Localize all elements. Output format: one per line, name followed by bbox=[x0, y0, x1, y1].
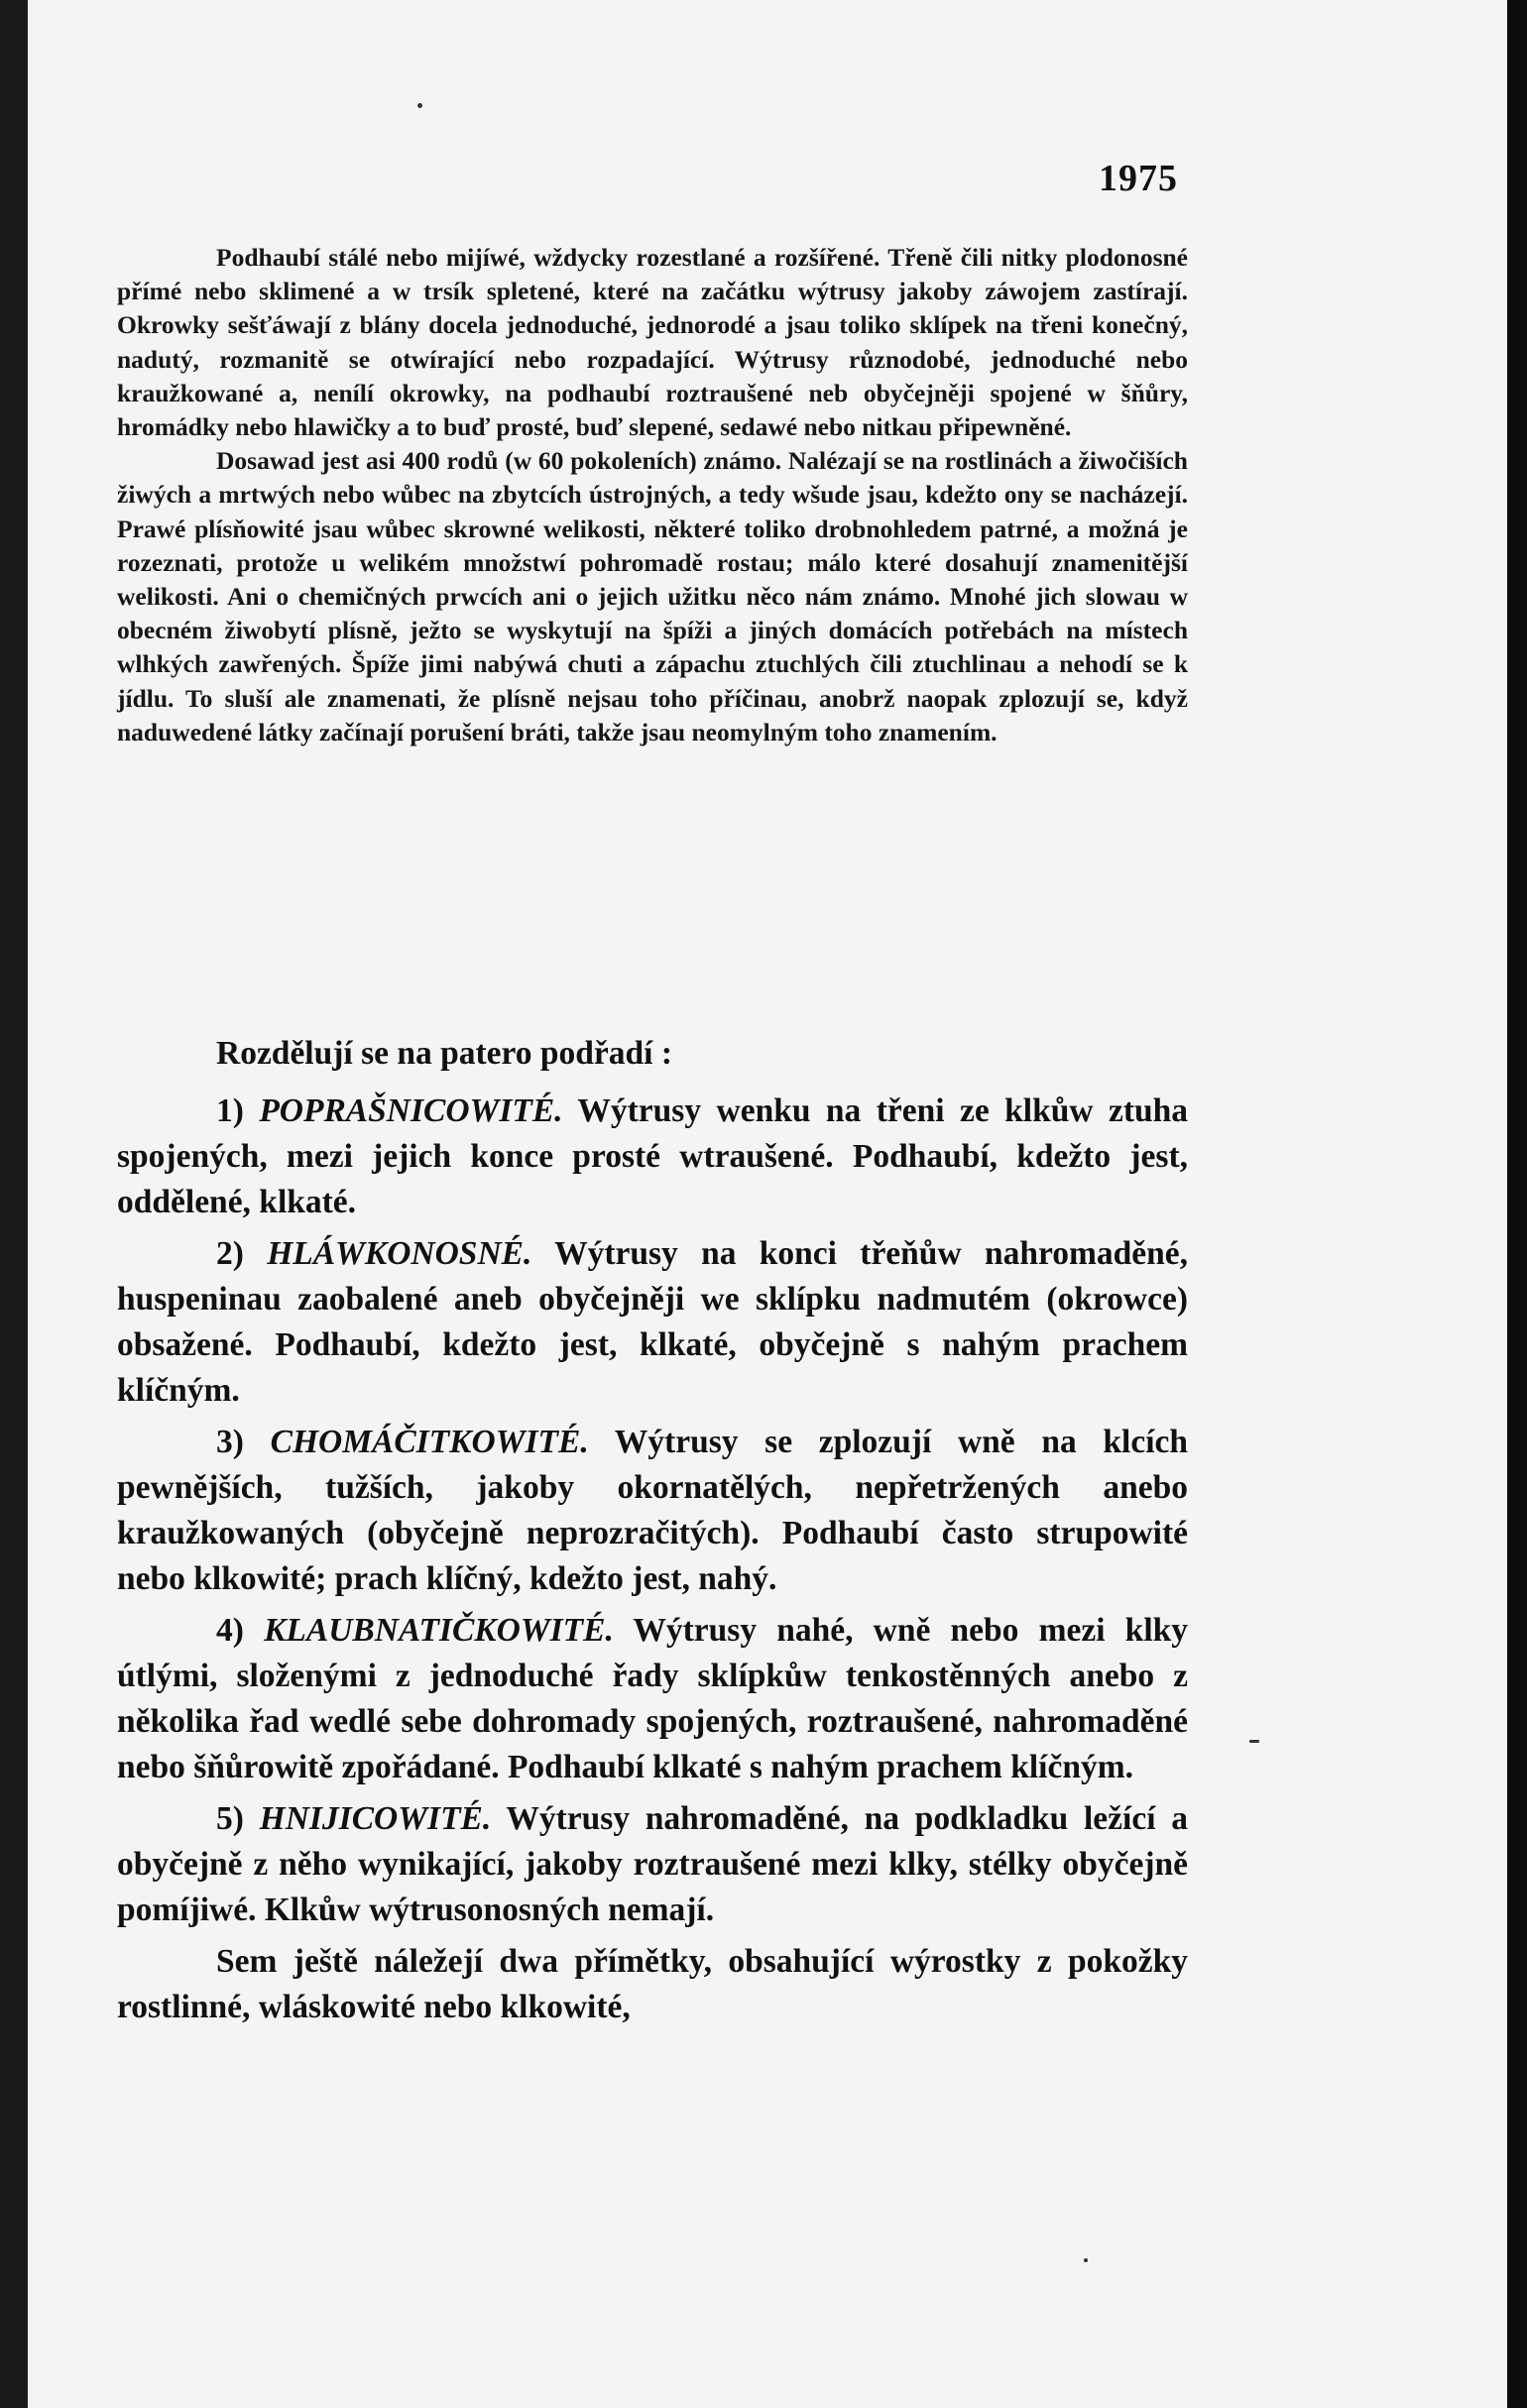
ink-speck bbox=[1084, 2258, 1088, 2262]
order-item-4 bbox=[117, 1608, 1188, 1790]
order-number: 4) bbox=[216, 1612, 244, 1649]
page-number: 1975 bbox=[1099, 158, 1178, 199]
order-name: HNIJICOWITÉ. bbox=[259, 1800, 492, 1837]
order-name: KLAUBNATIČKOWITÉ. bbox=[264, 1612, 614, 1649]
intro-text bbox=[117, 241, 1188, 749]
order-number: 5) bbox=[216, 1800, 244, 1837]
order-text: Wýtrusy nahé, wně nebo mezi klky útlými, složenými z jednoduché řady sklípkůw tenkostěnných anebo z několika řad wedlé sebe dohromady spojených, roztraušené, nahromaděné nebo šňůrowitě zpořádané. Podhaubí klkaté s nahým prachem klíčným. bbox=[117, 1612, 1189, 1785]
order-item-5 bbox=[117, 1796, 1188, 1933]
order-number: 3) bbox=[216, 1424, 244, 1460]
order-number: 1) bbox=[216, 1092, 244, 1129]
order-number: 2) bbox=[216, 1235, 244, 1272]
scan-edge bbox=[1507, 0, 1527, 2408]
ink-speck bbox=[1249, 1740, 1259, 1743]
closing-paragraph: Sem ještě náležejí dwa přímětky, obsahující wýrostky z pokožky rostlinné, wláskowité nebo klkowité, bbox=[117, 1943, 1188, 2025]
paragraph-occurrence: Dosawad jest asi 400 rodů (w 60 pokoleních) známo. Nalézají se na rostlinách a žiwočiších žiwých a mrtwých nebo wůbec na zbytcích ústrojných, a tedy wšude jsau, kdežto ony se nacházejí. Prawé plísňowité jsau wůbec skrowné welikosti, některé toliko drobnohledem patrné, a možná je rozeznati, protože u welikém množstwí pohromadě rostau; málo které dosahují znamenitější welikosti. Ani o chemičných prwcích ani o jejich užitku něco nám známo. Mnohé jich slowau w obecném žiwobytí plísně, ježto se wyskytují na špíži a jiných domácích potřebách na místech wlhkých zawřených. Špíže jimi nabýwá chuti a zápachu ztuchlých čili ztuchlinau a nehodí se k jídlu. To sluší ale znamenati, že plísně nejsau toho příčinau, anobrž naopak zplozují se, když naduwedené látky začínají porušení bráti, takže jsau neomylným toho znamením. bbox=[117, 446, 1188, 746]
division-heading: Rozdělují se na patero podřadí : bbox=[216, 1035, 673, 1072]
classification-section bbox=[117, 1031, 1188, 2030]
order-item-1 bbox=[117, 1089, 1188, 1225]
order-item-3 bbox=[117, 1420, 1188, 1602]
ink-speck bbox=[417, 103, 422, 108]
order-text: Wýtrusy wenku na třeni ze klkůw ztuha spojených, mezi jejich konce prosté wtraušené. Podhaubí, kdežto jest, oddělené, klkaté. bbox=[117, 1092, 1188, 1220]
order-item-2 bbox=[117, 1231, 1188, 1414]
order-name: CHOMÁČITKOWITÉ. bbox=[270, 1424, 589, 1460]
document-page bbox=[28, 0, 1507, 2408]
order-name: POPRAŠNICOWITÉ. bbox=[259, 1092, 563, 1129]
order-text: Wýtrusy se zplozují wně na klcích pewnějších, tužších, jakoby okornatělých, nepřetržených anebo kraužkowaných (obyčejně neprozračitých). Podhaubí často strupowité nebo klkowité; prach klíčný, kdežto jest, nahý. bbox=[117, 1424, 1188, 1597]
paragraph-description: Podhaubí stálé nebo mijíwé, wždycky rozestlané a rozšířené. Třeně čili nitky plodonosné přímé nebo sklimené a w trsík spletené, které na začátku wýtrusy jakoby záwojem zastírají. Okrowky sešťáwají z blány docela jednoduché, jednorodé a jsau toliko sklípek na třeni konečný, nadutý, rozmanitě se otwírající nebo rozpadající. Wýtrusy různodobé, jednoduché nebo kraužkowané a, nenílí okrowky, na podhaubí roztraušené neb obyčejněji spojené w šňůry, hromádky nebo hlawičky a to buď prosté, buď slepené, sedawé nebo nitkau připewněné. bbox=[117, 243, 1188, 442]
order-name: HLÁWKONOSNÉ. bbox=[267, 1235, 532, 1272]
order-text: Wýtrusy na konci třeňůw nahromaděné, huspeninau zaobalené aneb obyčejněji we sklípku nadmutém (okrowce) obsažené. Podhaubí, kdežto jest, klkaté, obyčejně s nahým prachem klíčným. bbox=[117, 1235, 1189, 1409]
order-text: Wýtrusy nahromaděné, na podkladku ležící a obyčejně z něho wynikající, jakoby roztraušené mezi klky, stélky obyčejně pomíjiwé. Klkůw wýtrusonosných nemají. bbox=[117, 1800, 1188, 1928]
